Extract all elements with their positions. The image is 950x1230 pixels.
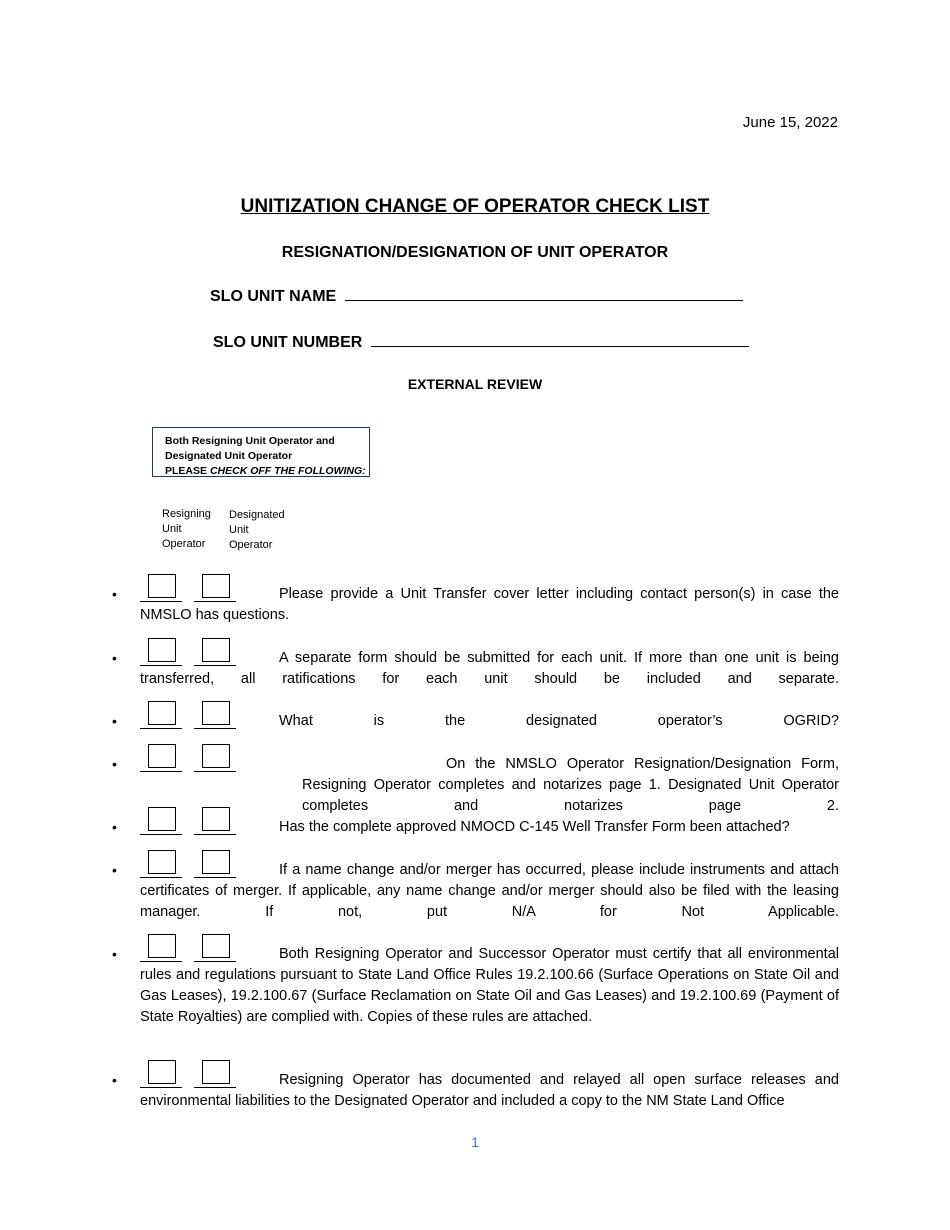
item-text: What is the designated operator’s OGRID? [279,713,839,729]
resigning-checkbox[interactable] [148,574,176,598]
notice-line: PLEASE CHECK OFF THE FOLLOWING: [165,465,366,477]
document-date: June 15, 2022 [742,114,838,131]
review-label: EXTERNAL REVIEW [407,376,543,392]
list-item [112,860,839,923]
bullet: • [112,650,117,666]
designated-checkbox[interactable] [202,638,230,662]
bullet: • [112,946,117,962]
unit-number-label: SLO UNIT NUMBER [213,334,363,351]
unit-name-input[interactable] [345,286,743,301]
bullet: • [112,1072,117,1088]
checkbox-pair [140,701,240,731]
checkbox-pair [140,574,240,604]
resigning-checkbox[interactable] [148,807,176,831]
unit-number-field [213,332,749,352]
resigning-checkbox[interactable] [148,934,176,958]
item-text: A separate form should be submitted for each unit. If more than one unit is being transferred, all ratifications for each unit should be included and separate. [140,650,839,687]
unit-name-field [210,286,743,306]
item-text: Has the complete approved NMOCD C-145 Well Transfer Form been attached? [279,819,790,835]
item-text: If a name change and/or merger has occurred, please include instruments and attach certificates of merger. If applicable, any name change and/or merger should also be filed with the leasing manager. If not, put N/A for Not Applicable. [140,862,839,920]
bullet: • [112,586,117,602]
list-item [112,711,839,732]
checkbox-pair [140,744,240,774]
unit-number-input[interactable] [371,332,749,347]
list-item [112,1070,839,1112]
item-text: Please provide a Unit Transfer cover letter including contact person(s) in case the NMSLO has questions. [140,586,839,623]
checkbox-pair [140,850,240,880]
resigning-checkbox[interactable] [148,850,176,874]
designated-checkbox[interactable] [202,934,230,958]
document-title: UNITIZATION CHANGE OF OPERATOR CHECK LIST [240,196,710,217]
item-text: Resigning Operator has documented and relayed all open surface releases and environmental liabilities to the Designated Operator and included a copy to the NM State Land Office [140,1072,839,1109]
bullet: • [112,713,117,729]
bullet: • [112,862,117,878]
notice-box [152,427,370,477]
notice-line: Designated Unit Operator [165,450,293,462]
resigning-checkbox[interactable] [148,744,176,768]
item-text: Both Resigning Operator and Successor Operator must certify that all environmental rules and regulations pursuant to State Land Office Rules 19.2.100.66 (Surface Operations on State Oil and Gas Leases), 19.2.100.67 (Surface Reclamation on State Oil and Gas Leases) and 19.2.100.69 (Payment of State Royalties) are complied with. Copies of these rules are attached. [140,946,839,1025]
document-subtitle: RESIGNATION/DESIGNATION OF UNIT OPERATOR [281,244,669,261]
designated-checkbox[interactable] [202,574,230,598]
designated-checkbox[interactable] [202,850,230,874]
designated-checkbox[interactable] [202,807,230,831]
bullet: • [112,819,117,835]
list-item [112,648,839,690]
bullet: • [112,756,117,772]
resigning-checkbox[interactable] [148,1060,176,1084]
notice-line: Both Resigning Unit Operator and [165,435,335,447]
resigning-column-label: Resigning Unit Operator [162,508,211,550]
resigning-checkbox[interactable] [148,701,176,725]
designated-checkbox[interactable] [202,701,230,725]
list-item [112,584,839,626]
page-number: 1 [471,1134,479,1150]
list-item [112,817,839,838]
unit-name-label: SLO UNIT NAME [210,288,337,305]
list-item [112,944,839,1028]
checkbox-pair [140,807,240,837]
designated-checkbox[interactable] [202,1060,230,1084]
item-text: On the NMSLO Operator Resignation/Designation Form, Resigning Operator completes and notarizes page 1. Designated Unit Operator completes and notarizes page 2. [302,756,839,814]
checkbox-pair [140,1060,240,1090]
resigning-checkbox[interactable] [148,638,176,662]
designated-column-label: Designated Unit Operator [229,509,285,551]
checkbox-pair [140,934,240,964]
checkbox-pair [140,638,240,668]
designated-checkbox[interactable] [202,744,230,768]
